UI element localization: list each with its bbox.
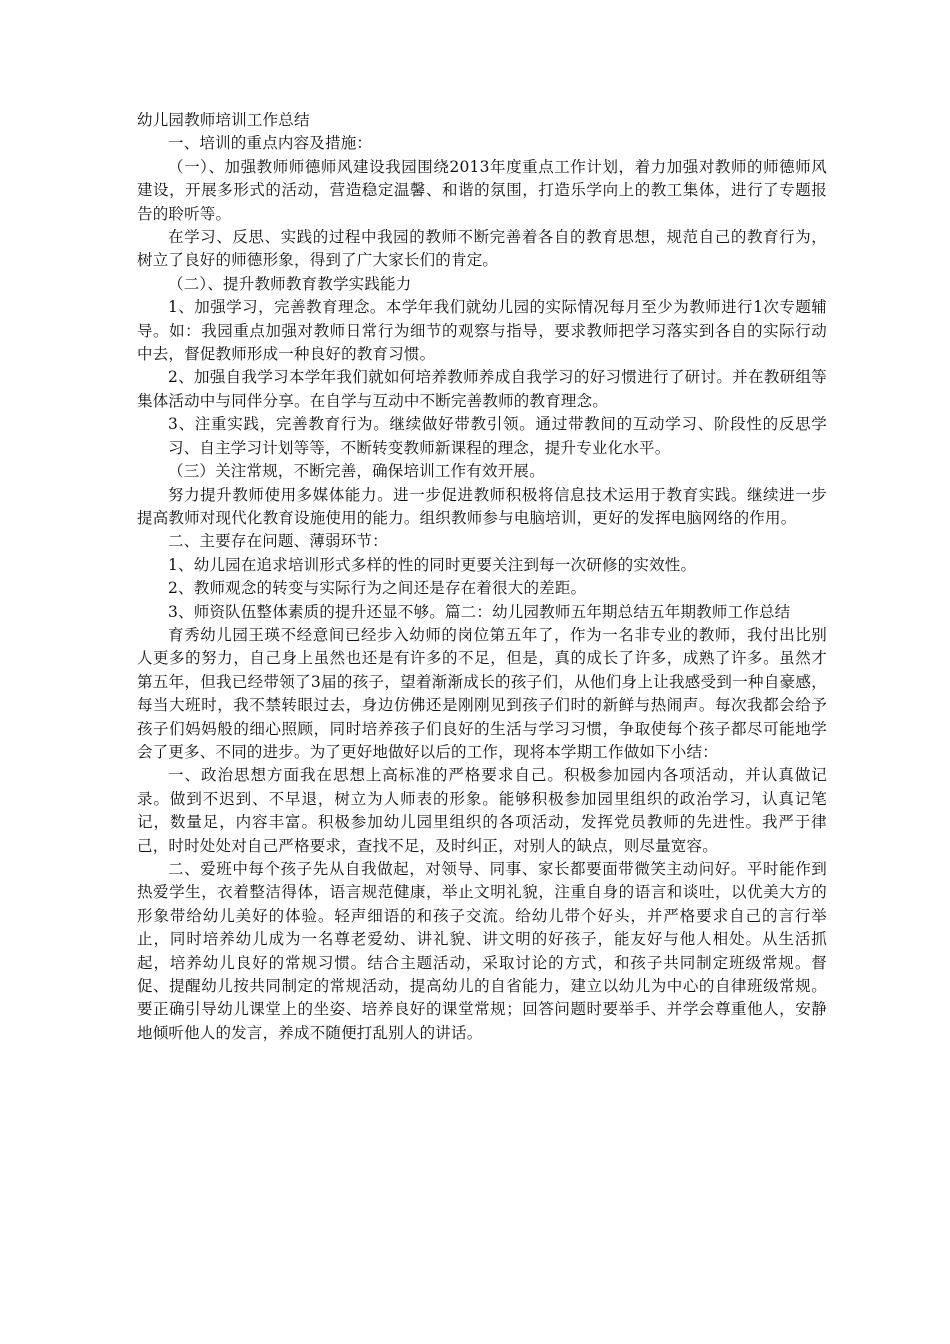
section-heading: 一、培训的重点内容及措施： — [168, 134, 373, 153]
paragraph: 在学习、反思、实践的过程中我园的教师不断完善着各自的教育思想，规范自己的教育行为，树立了良好的师德形象，得到了广大家长们的肯定。 — [137, 228, 827, 270]
paragraph: 育秀幼儿园王瑛不经意间已经步入幼师的岗位第五年了，作为一名非专业的教师，我付出比别人更多的努力，自己身上虽然也还是有许多的不足，但是，真的成长了许多，成熟了许多。虽然才第五年，但我已经带领了3届的孩子，望着渐渐成长的孩子们，从他们身上让我感受到一种自豪感，每当大班时，我不禁转眼过去，身边仿佛还是刚刚见到孩子们时的新鲜与热闹声。每次我都会给予孩子们妈妈般的细心照顾，同时培养孩子们良好的生活与学习习惯，争取使每个孩子都尽可能地学会了更多、不同的进步。为了更好地做好以后的工作，现将本学期工作做如下小结： — [137, 625, 827, 761]
list-item: 3、师资队伍整体素质的提升还显不够。篇二：幼儿园教师五年期总结五年期教师工作总结 — [168, 602, 791, 621]
paragraph: 2、加强自我学习本学年我们就如何培养教师养成自我学习的好习惯进行了研讨。并在教研组等集体活动中与同伴分享。在自学与互动中不断完善教师的教育理念。 — [137, 368, 827, 410]
paragraph: 3、注重实践，完善教育行为。继续做好带教引领。通过带教间的互动学习、阶段性的反思学习、自主学习计划等等，不断转变教师新课程的理念，提升专业化水平。 — [168, 415, 827, 457]
paragraph: 一、政治思想方面我在思想上高标准的严格要求自己。积极参加园内各项活动，并认真做记录。做到不迟到、不早退，树立为人师表的形象。能够积极参加园里组织的政治学习，认真记笔记，数量足，内容丰富。积极参加幼儿园里组织的各项活动，发挥党员教师的先进性。我严于律己，时时处处对自己严格要求，查找不足，及时纠正，对别人的缺点，则尽量宽容。 — [137, 766, 827, 855]
list-item: 2、教师观念的转变与实际行为之间还是存在着很大的差距。 — [168, 579, 587, 598]
subsection-heading: （二）、提升教师教育教学实践能力 — [168, 274, 412, 293]
paragraph: 二、爱班中每个孩子先从自我做起，对领导、同事、家长都要面带微笑主动问好。平时能作到热爱学生，衣着整洁得体，语言规范健康，举止文明礼貌，注重自身的语言和谈吐，以优美大方的形象带给幼儿美好的体验。轻声细语的和孩子交流。给幼儿带个好头，并严格要求自己的言行举止，同时培养幼儿成为一名尊老爱幼、讲礼貌、讲文明的好孩子，能友好与他人相处。从生活抓起，培养幼儿良好的常规习惯。结合主题活动，采取讨论的方式，和孩子共同制定班级常规。督促、提醒幼儿按共同制定的常规活动，提高幼儿的自省能力，建立以幼儿为中心的自律班级常规。要正确引导幼儿课堂上的坐姿、培养良好的课堂常规；回答问题时要举手、并学会尊重他人，安静地倾听他人的发言，养成不随便打乱别人的讲话。 — [137, 860, 827, 1042]
section-heading: 二、主要存在问题、薄弱环节： — [168, 532, 388, 551]
document-body — [137, 109, 827, 1045]
paragraph: 1、加强学习，完善教育理念。本学年我们就幼儿园的实际情况每月至少为教师进行1次专题辅导。如：我园重点加强对教师日常行为细节的观察与指导，要求教师把学习落实到各自的实际行动中去，督促教师形成一种良好的教育习惯。 — [137, 298, 827, 364]
list-item: 1、幼儿园在追求培训形式多样的性的同时更要关注到每一次研修的实效性。 — [168, 555, 697, 574]
paragraph: 努力提升教师使用多媒体能力。进一步促进教师积极将信息技术运用于教育实践。继续进一步提高教师对现代化教育设施使用的能力。组织教师参与电脑培训，更好的发挥电脑网络的作用。 — [137, 485, 827, 527]
document-title: 幼儿园教师培训工作总结 — [137, 111, 310, 129]
subsection-heading: （三）关注常规，不断完善，确保培训工作有效开展。 — [168, 462, 545, 481]
paragraph: （一）、加强教师师德师风建设我园围绕2013年度重点工作计划，着力加强对教师的师德师风建设，开展多形式的活动，营造稳定温馨、和谐的氛围，打造乐学向上的教工集体，进行了专题报告的聆听等。 — [137, 157, 827, 223]
